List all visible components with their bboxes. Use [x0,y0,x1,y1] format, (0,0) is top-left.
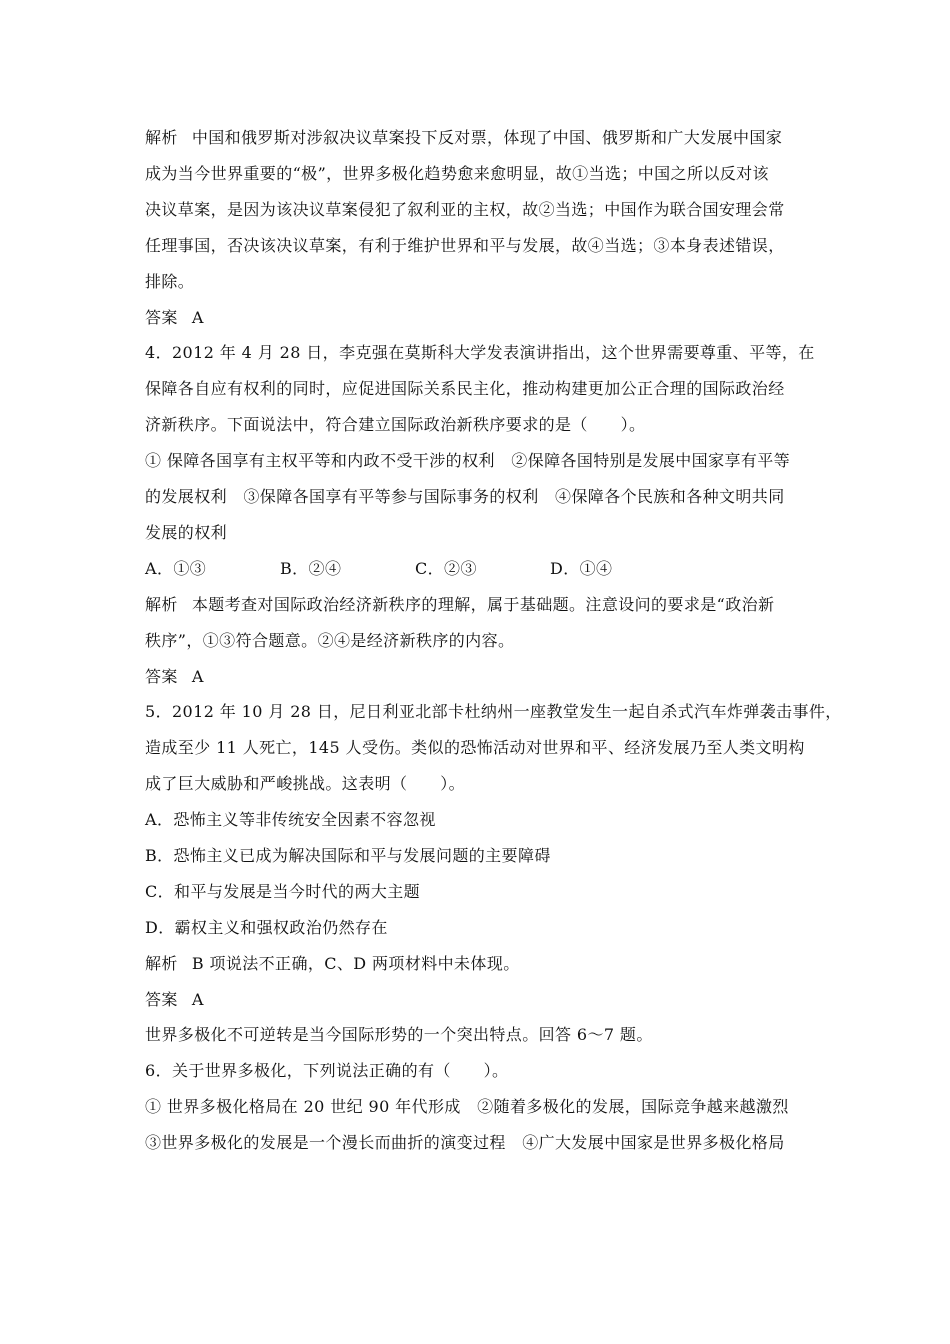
q3-analysis-line-5: 排除。 [145,272,195,291]
q3-answer-label: 答案 [145,308,178,327]
q4-answer [145,659,825,694]
q4-option-a: A．①③ [145,559,207,578]
document-page [145,120,842,1161]
q4-option-c: C．②③ [415,559,477,578]
q5-stem-line-1: 5．2012 年 10 月 28 日，尼日利亚北部卡杜纳州一座教堂发生一起自杀式汽车炸弹袭击事件， [145,702,842,721]
q4-answer-label: 答案 [145,667,178,686]
q3-analysis-line-2: 成为当今世界重要的“极”，世界多极化趋势愈来愈明显，故①当选；中国之所以反对该 [145,164,769,183]
q3-analysis-line-4: 任理事国，否决该决议草案，有利于维护世界和平与发展，故④当选；③本身表述错误， [145,236,785,255]
q3-answer [145,300,825,335]
q4-options [145,551,825,587]
q4-analysis-label: 解析 [145,595,178,614]
q4-option-d: D．①④ [550,559,613,578]
q3-analysis-text: 中国和俄罗斯对涉叙决议草案投下反对票，体现了中国、俄罗斯和广大发展中国家 [191,128,783,147]
q5-option-a: A．恐怖主义等非传统安全因素不容忽视 [145,810,436,829]
q4-statement-line-3: 发展的权利 [145,523,228,542]
q5-answer-value: A [191,990,204,1009]
q6-statement-line-2: ③世界多极化的发展是一个漫长而曲折的演变过程 ④广大发展中国家是世界多极化格局 [145,1133,785,1152]
q5-analysis-label: 解析 [145,954,178,973]
q4-analysis-line-2: 秩序”，①③符合题意。②④是经济新秩序的内容。 [145,631,515,650]
q4-statement-line-2: 的发展权利 ③保障各国享有平等参与国际事务的权利 ④保障各个民族和各种文明共同 [145,487,785,506]
q5-answer-label: 答案 [145,990,178,1009]
q6-stem: 6．关于世界多极化，下列说法正确的有（ ）。 [145,1061,509,1080]
q4-stem-line-3: 济新秩序。下面说法中，符合建立国际政治新秩序要求的是（ ）。 [145,415,646,434]
q4-analysis-line-1 [145,587,825,623]
q6-statement-line-1: ① 世界多极化格局在 20 世纪 90 年代形成 ②随着多极化的发展，国际竞争越来越激烈 [145,1097,789,1116]
q5-analysis-text: B 项说法不正确，C、D 两项材料中未体现。 [191,954,520,973]
q4-stem-line-1: 4．2012 年 4 月 28 日，李克强在莫斯科大学发表演讲指出，这个世界需要尊重、平等，在 [145,343,815,362]
q4-analysis-text: 本题考查对国际政治经济新秩序的理解，属于基础题。注意设问的要求是“政治新 [191,595,775,614]
q5-analysis [145,946,825,982]
q5-stem-line-2: 造成至少 11 人死亡，145 人受伤。类似的恐怖活动对世界和平、经济发展乃至人类文明构 [145,738,805,757]
q4-stem-line-2: 保障各自应有权利的同时，应促进国际关系民主化，推动构建更加公正合理的国际政治经 [145,379,785,398]
q5-option-c: C．和平与发展是当今时代的两大主题 [145,882,421,901]
q3-analysis-line-1 [145,120,825,156]
q4-answer-value: A [191,667,204,686]
q5-option-d: D．霸权主义和强权政治仍然存在 [145,918,388,937]
q5-answer [145,982,825,1017]
q3-analysis-line-3: 决议草案，是因为该决议草案侵犯了叙利亚的主权，故②当选；中国作为联合国安理会常 [145,200,785,219]
q3-analysis-label: 解析 [145,128,178,147]
q4-statement-line-1: ① 保障各国享有主权平等和内政不受干涉的权利 ②保障各国特别是发展中国家享有平等 [145,451,791,470]
q3-answer-value: A [191,308,204,327]
intro-6-7: 世界多极化不可逆转是当今国际形势的一个突出特点。回答 6～7 题。 [145,1025,653,1044]
q5-stem-line-3: 成了巨大威胁和严峻挑战。这表明（ ）。 [145,774,466,793]
q5-option-b: B．恐怖主义已成为解决国际和平与发展问题的主要障碍 [145,846,551,865]
q4-option-b: B．②④ [280,559,342,578]
